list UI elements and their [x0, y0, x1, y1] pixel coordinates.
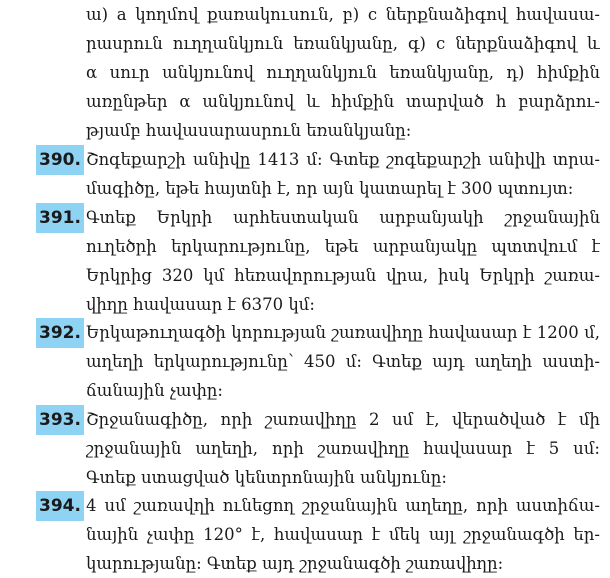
problem-text [86, 491, 600, 578]
text-line: Գտեք Երկրի արհեստական արբանյակի շրջանային [86, 208, 600, 227]
problem-text [86, 203, 600, 319]
text-line: Շրջանագիծը, որի շառավիղը 2 սմ է, վերածված է մի [86, 410, 600, 429]
text-line: Շոգեքարշի անիվը 1413 մ: Գտեք շոգեքարշի անիվի տրա- [86, 150, 600, 169]
problem-text [86, 405, 600, 492]
problem-number: 392. [36, 318, 84, 348]
text-line: ուղեծրի երկարությունը, եթե արբանյակը պտտվում է [86, 237, 600, 256]
text-line: րասրուն ուղղանկյուն եռանկյանը, գ) c ներքնաձիգով և [86, 34, 600, 53]
text-line: առընթեր α անկյունով և հիմքին տարված h բարձրու- [86, 92, 600, 111]
text-line: մագիծը, եթե հայտնի է, որ այն կատարել է 300 պտույտ: [86, 179, 574, 198]
text-line: ա) a կողմով քառակուսուն, բ) c ներքնաձիգով հավասա- [86, 5, 600, 24]
problem-text [86, 145, 600, 203]
problem-text [86, 318, 600, 405]
text-line: աղեղի երկարությունը՝ 450 մ: Գտեք այդ աղեղի աստի- [86, 352, 600, 371]
text-line: շրջանային աղեղի, որի շառավիղը հավասար է 5 սմ: [86, 439, 600, 458]
text-line: Գտեք ստացված կենտրոնային անկյունը: [86, 468, 447, 487]
problem-number: 390. [36, 145, 84, 175]
text-line: α սուր անկյունով ուղղանկյուն եռանկյանը, դ) հիմքին [86, 63, 600, 82]
text-line: վիղը հավասար է 6370 կմ: [86, 295, 315, 314]
text-line: 4 սմ շառավղի ունեցող շրջանային աղեղը, որի աստիճա- [86, 496, 600, 515]
text-line: կարությանը: Գտեք այդ շրջանագծի շառավիղը: [86, 554, 504, 573]
text-line: Երկրից 320 կմ հեռավորության վրա, իսկ Երկրի շառա- [86, 266, 600, 285]
text-line: ճանային չափը: [86, 381, 223, 400]
text-line: Երկաթուղագծի կորության շառավիղը հավասար է 1200 մ, [86, 323, 600, 342]
problem-number: 394. [36, 491, 84, 521]
problem-number: 391. [36, 203, 84, 233]
text-line: թյամբ հավասարասրուն եռանկյանը: [86, 121, 412, 140]
intro-continuation [86, 0, 600, 145]
text-line: նային չափը 120° է, հավասար է մեկ այլ շրջանագծի եր- [86, 525, 600, 544]
problem-number: 393. [36, 405, 84, 435]
